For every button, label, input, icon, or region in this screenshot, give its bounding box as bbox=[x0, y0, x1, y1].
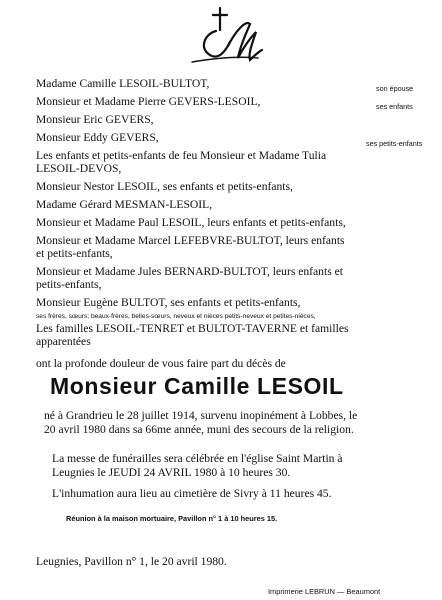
deceased-name: Monsieur Camille LESOIL bbox=[50, 373, 344, 399]
family-line: Monsieur et Madame Pierre GEVERS-LESOIL, bbox=[36, 95, 261, 108]
meeting-line: Réunion à la maison mortuaire, Pavillon n° 1 à 10 heures 15. bbox=[66, 514, 278, 523]
family-line: Madame Gérard MESMAN-LESOIL, bbox=[36, 198, 213, 211]
relation-note: ses enfants bbox=[376, 102, 413, 111]
family-line: Monsieur Eugène BULTOT, ses enfants et petits-enfants, bbox=[36, 296, 301, 309]
relation-note: son épouse bbox=[376, 84, 414, 93]
family-line: Monsieur Nestor LESOIL, ses enfants et petits-enfants, bbox=[36, 180, 293, 193]
burial-line: L'inhumation aura lieu au cimetière de Sivry à 11 heures 45. bbox=[52, 487, 332, 500]
family-line: et petits-enfants, bbox=[36, 247, 113, 260]
place-date: Leugnies, Pavillon n° 1, le 20 avril 1980. bbox=[36, 555, 227, 568]
family-line: Monsieur Eric GEVERS, bbox=[36, 113, 154, 126]
relation-note: ses petits-enfants bbox=[366, 139, 423, 148]
family-line: LESOIL-DEVOS, bbox=[36, 162, 122, 175]
birth-line: 20 avril 1980 dans sa 66me année, muni des secours de la religion. bbox=[44, 423, 354, 436]
family-line: Monsieur Eddy GEVERS, bbox=[36, 131, 159, 144]
printer-mark: Imprimerie LEBRUN — Beaumont bbox=[268, 587, 381, 596]
family-line: Monsieur et Madame Paul LESOIL, leurs enfants et petits-enfants, bbox=[36, 216, 346, 229]
family-line: Monsieur et Madame Jules BERNARD-BULTOT, leurs enfants et bbox=[36, 265, 343, 278]
mass-line: La messe de funérailles sera célébrée en l'église Saint Martin à bbox=[52, 452, 343, 465]
family-line: ses frères, sœurs; beaux-frères, belles-sœurs, neveux et nièces petits-neveux et petites-nièces, bbox=[36, 313, 316, 320]
family-line: petits-enfants, bbox=[36, 278, 102, 291]
family-line: apparentées bbox=[36, 335, 91, 348]
family-line: Les familles LESOIL-TENRET et BULTOT-TAVERNE et familles bbox=[36, 322, 349, 335]
intro-text: ont la profonde douleur de vous faire part du décès de bbox=[36, 357, 286, 370]
birth-line: né à Grandrieu le 28 juillet 1914, survenu inopinément à Lobbes, le bbox=[44, 409, 358, 422]
mass-line: Leugnies le JEUDI 24 AVRIL 1980 à 10 heures 30. bbox=[52, 466, 291, 479]
family-line: Monsieur et Madame Marcel LEFEBVRE-BULTOT, leurs enfants bbox=[36, 234, 345, 247]
cross-monogram-icon bbox=[186, 6, 266, 68]
family-line: Madame Camille LESOIL-BULTOT, bbox=[36, 77, 210, 90]
family-line: Les enfants et petits-enfants de feu Monsieur et Madame Tulia bbox=[36, 149, 327, 162]
